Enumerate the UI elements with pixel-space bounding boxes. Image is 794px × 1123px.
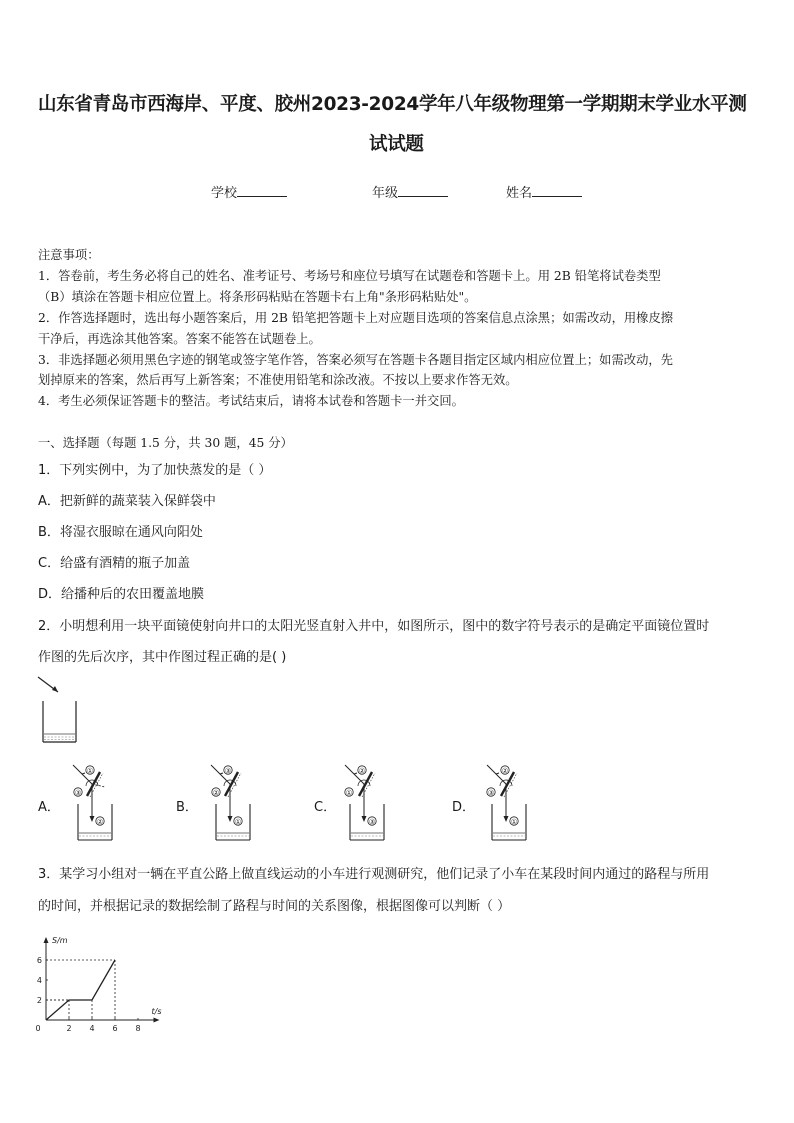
school-blank — [237, 184, 287, 197]
step-number: ① — [234, 817, 242, 826]
notice-line: 划掉原来的答案，然后再写上新答案；不准使用铅笔和涂改液。不按以上要求作答无效。 — [38, 373, 518, 387]
y-axis-arrow — [44, 937, 49, 943]
y-axis-label: S/m — [52, 936, 68, 945]
page-title-line1: 山东省青岛市西海岸、平度、胶州2023-2024学年八年级物理第一学期期末学业水平测 — [38, 94, 747, 115]
notice-line: 2．作答选择题时，选出每小题答案后，用 2B 铅笔把答题卡上对应题目选项的答案信息点涂黑；如需改动，用橡皮擦 — [38, 311, 674, 325]
step-number: ③ — [224, 766, 232, 775]
step-number: ① — [345, 788, 353, 797]
q2-option-label-b: B． — [176, 800, 198, 815]
x-tick-label: 4 — [89, 1024, 95, 1033]
grade-label: 年级 — [372, 186, 399, 201]
x-axis-label: t/s — [151, 1007, 162, 1016]
q2-option-label-c: C． — [314, 800, 337, 815]
step-number: ② — [358, 766, 366, 775]
notice-line: 1．答卷前，考生务必将自己的姓名、准考证号、考场号和座位号填写在试题卷和答题卡上。用 2B 铅笔将试卷类型 — [38, 269, 661, 283]
name-label: 姓名 — [506, 186, 533, 201]
notice-line: 干净后，再选涂其他答案。答案不能答在试题卷上。 — [38, 332, 321, 346]
q1-option-c: C．给盛有酒精的瓶子加盖 — [38, 556, 191, 571]
step-number: ① — [86, 766, 94, 775]
notice-heading: 注意事项： — [38, 248, 100, 262]
page-title-line2: 试试题 — [369, 134, 424, 155]
grade-blank — [398, 184, 448, 197]
q2-option-label-a: A． — [38, 800, 60, 815]
q1-option-d: D．给播种后的农田覆盖地膜 — [38, 587, 205, 602]
notice-line: 3．非选择题必须用黑色字迹的钢笔或签字笔作答，答案必须写在答题卡各题目指定区域内相应位置上；如需改动，先 — [38, 353, 673, 367]
section-heading: 一、选择题（每题 1.5 分，共 30 题，45 分） — [38, 436, 293, 450]
x-tick-label: 8 — [135, 1024, 141, 1033]
q2-option-figure-a — [70, 762, 118, 844]
step-number: ① — [510, 817, 518, 826]
step-number: ③ — [368, 817, 376, 826]
q2-well-figure — [36, 675, 84, 747]
x-tick-label: 0 — [35, 1024, 41, 1033]
school-field — [211, 182, 287, 201]
step-number: ② — [501, 766, 509, 775]
name-blank — [532, 184, 582, 197]
series-line — [46, 960, 115, 1020]
q3-stem-line2: 的时间，并根据记录的数据绘制了路程与时间的关系图像，根据图像可以判断（ ） — [38, 899, 511, 914]
q1-option-b: B．将湿衣服晾在通风向阳处 — [38, 525, 203, 540]
notice-line: （B）填涂在答题卡相应位置上。将条形码粘贴在答题卡右上角"条形码粘贴处"。 — [38, 290, 477, 304]
q2-option-figure-d — [484, 762, 532, 844]
x-tick-label: 2 — [66, 1024, 72, 1033]
y-tick-label: 6 — [36, 956, 42, 965]
q2-option-figure-b — [208, 762, 256, 844]
step-number: ② — [212, 788, 220, 797]
q3-distance-time-chart — [30, 924, 190, 1036]
q3-stem-line1: 3．某学习小组对一辆在平直公路上做直线运动的小车进行观测研究，他们记录了小车在某段时间内通过的路程与所用 — [38, 867, 710, 882]
x-tick-label: 6 — [112, 1024, 118, 1033]
grade-field — [372, 182, 448, 201]
q1-option-a: A．把新鲜的蔬菜装入保鲜袋中 — [38, 494, 216, 509]
notice-line: 4．考生必须保证答题卡的整洁。考试结束后，请将本试卷和答题卡一并交回。 — [38, 394, 464, 408]
q2-option-label-d: D． — [452, 800, 476, 815]
step-number: ② — [96, 817, 104, 826]
x-axis-arrow — [154, 1018, 160, 1023]
step-number: ③ — [74, 788, 82, 797]
step-number: ③ — [487, 788, 495, 797]
q2-stem-line2: 作图的先后次序，其中作图过程正确的是( ) — [38, 650, 287, 665]
y-tick-label: 4 — [36, 976, 42, 985]
q1-stem: 1．下列实例中，为了加快蒸发的是（ ） — [38, 463, 272, 478]
q2-stem-line1: 2．小明想利用一块平面镜使射向井口的太阳光竖直射入井中，如图所示，图中的数字符号表示的是确定平面镜位置时 — [38, 619, 710, 634]
q2-option-figure-c — [342, 762, 390, 844]
school-label: 学校 — [211, 186, 238, 201]
y-tick-label: 2 — [36, 996, 42, 1005]
name-field — [506, 182, 582, 201]
